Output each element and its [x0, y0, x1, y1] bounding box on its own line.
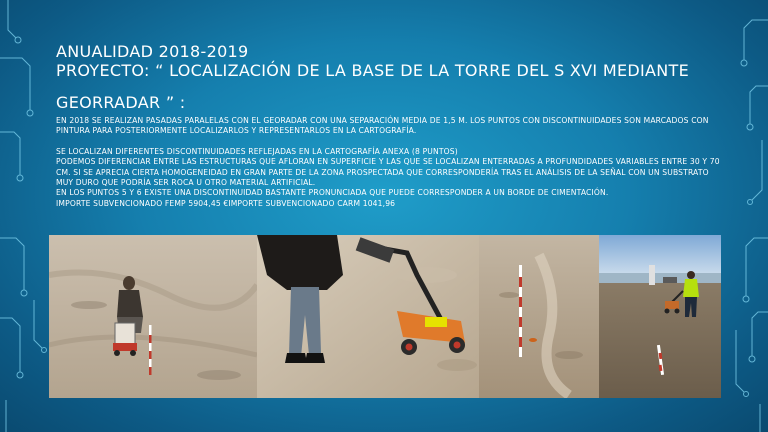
paragraph-funding: IMPORTE SUBVENCIONADO FEMP 5904,45 €IMPORTE SUBVENCIONADO CARM 1041,96 — [56, 198, 396, 208]
title-project-end: GEORRADAR ” : — [56, 93, 186, 112]
paragraph-discontinuities: SE LOCALIZAN DIFERENTES DISCONTINUIDADES REFLEJADAS EN LA CARTOGRAFÍA ANEXA (8 PUNTOS) — [56, 146, 458, 156]
photo-georadar-kneeling — [49, 235, 257, 398]
paragraph-structures: PODEMOS DIFERENCIAR ENTRE LAS ESTRUCTURAS QUE AFLORAN EN SUPERFICIE Y LAS QUE SE LOCALIZAN ENTERRADAS A PROFUNDIDADES VARIABLES ENTRE 30 Y 70 CM. SI SE APRECIA CIERTA HOMOGENEIDAD EN GRAN PARTE DE LA ZONA PROSPECTADA QUE CORRESPONDERÍA TRAS EL ANÁLISIS DE LA SEÑAL CON UN SUBSTRATO MUY DURO QUE PODRÍA SER ROCA U OTRO MATERIAL ARTIFICIAL. — [56, 157, 720, 188]
paragraph-passes: EN 2018 SE REALIZAN PASADAS PARALELAS CON EL GEORADAR CON UNA SEPARACIÓN MEDIA DE 1,5 M. LOS PUNTOS CON DISCONTINUIDADES SON MARCADOS CON PINTURA PARA POSTERIORMENTE LOCALIZARLOS Y REPRESENTARLOS EN LA CARTOGRAFÍA. — [56, 116, 709, 136]
title-block — [56, 42, 746, 112]
photo-ranging-pole — [479, 235, 599, 398]
paragraph-points: EN LOS PUNTOS 5 Y 6 EXISTE UNA DISCONTINUIDAD BASTANTE PRONUNCIADA QUE PUEDE CORRESPONDER A UN BORDE DE CIMENTACIÓN. — [56, 188, 609, 198]
photo-georadar-pushing — [257, 235, 479, 398]
photo-coastal-survey — [599, 235, 721, 398]
title-year: ANUALIDAD 2018-2019 — [56, 42, 249, 61]
body-text — [56, 116, 726, 209]
title-project: PROYECTO: “ LOCALIZACIÓN DE LA BASE DE LA TORRE DEL S XVI MEDIANTE — [56, 61, 689, 80]
